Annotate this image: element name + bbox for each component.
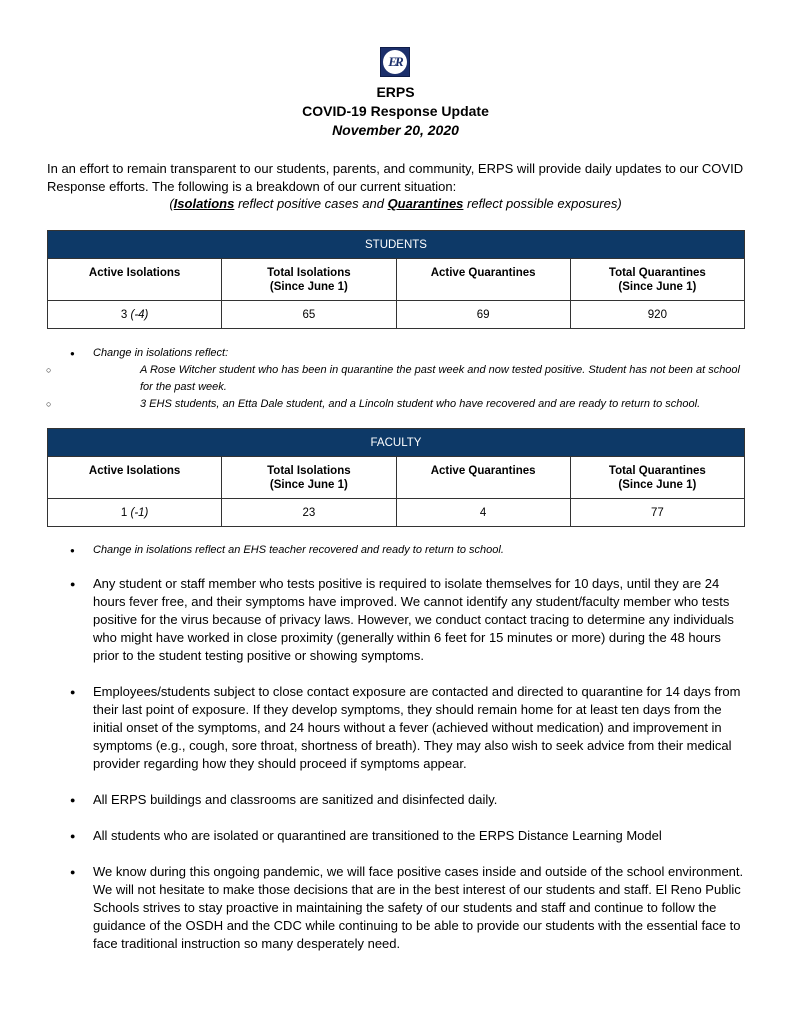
students-total-quarantines: 920 bbox=[570, 301, 744, 329]
update-date: November 20, 2020 bbox=[332, 122, 459, 138]
students-value-row bbox=[48, 301, 745, 329]
students-table bbox=[47, 230, 745, 329]
students-note-item: ○ A Rose Witcher student who has been in quarantine the past week and now tested positive. Student has not been at school for the past week. bbox=[0, 362, 750, 396]
col-header-active-isolations: Active Isolations bbox=[48, 259, 222, 301]
faculty-notes bbox=[70, 542, 504, 559]
quarantines-term: Quarantines bbox=[387, 196, 464, 211]
logo-text: ER bbox=[388, 54, 402, 69]
students-notes bbox=[70, 345, 750, 413]
note-open: ( bbox=[169, 196, 174, 211]
faculty-active-quarantines: 4 bbox=[396, 499, 570, 527]
col-header-total-quarantines: Total Quarantines (Since June 1) bbox=[570, 259, 744, 301]
col-header-active-isolations: Active Isolations bbox=[48, 457, 222, 499]
col-header-total-isolations: Total Isolations (Since June 1) bbox=[222, 457, 396, 499]
students-table-title: STUDENTS bbox=[48, 231, 745, 259]
bullet-isolation-policy: ● Any student or staff member who tests positive is required to isolate themselves for 10 days, until they are 24 hours fever free, and their symptoms have improved. We cannot identify any student/faculty member who tests positive for the virus because of privacy laws. However, we conduct contact tracing to determine any individuals who might have worked in close proximity (generally within 6 feet for 15 minutes or more) during the 48 hours prior to the student testing positive or showing symptoms. bbox=[70, 575, 750, 665]
org-name: ERPS bbox=[376, 84, 415, 100]
bullet-quarantine-policy: ● Employees/students subject to close contact exposure are contacted and directed to quarantine for 14 days from their last point of exposure. If they develop symptoms, they should remain home for at least ten days from the initial onset of the symptoms, and 24 hours without a fever (achieved without medication) and improvement in symptoms (e.g., cough, sore throat, shortness of breath). They may also wish to seek advice from their medical provider regarding how they should proceed if symptoms appear. bbox=[70, 683, 750, 773]
intro-definition-note bbox=[0, 195, 791, 213]
col-header-total-quarantines: Total Quarantines (Since June 1) bbox=[570, 457, 744, 499]
bullet-distance-learning: ● All students who are isolated or quarantined are transitioned to the ERPS Distance Learning Model bbox=[70, 827, 750, 845]
students-header-row bbox=[48, 259, 745, 301]
faculty-table bbox=[47, 428, 745, 527]
faculty-active-isolations: 1 (-1) bbox=[48, 499, 222, 527]
title-block bbox=[0, 83, 791, 140]
faculty-active-isolations-change: (-1) bbox=[130, 506, 149, 519]
logo-circle bbox=[383, 50, 407, 74]
intro-paragraph: In an effort to remain transparent to our students, parents, and community, ERPS will provide daily updates to our COVID Response efforts. The following is a breakdown of our current situation: bbox=[47, 161, 744, 194]
faculty-header-row bbox=[48, 457, 745, 499]
faculty-table-title: FACULTY bbox=[48, 429, 745, 457]
students-note-item: ○ 3 EHS students, an Etta Dale student, and a Lincoln student who have recovered and are ready to return to school. bbox=[0, 396, 750, 413]
faculty-total-quarantines: 77 bbox=[570, 499, 744, 527]
students-active-isolations: 3 (-4) bbox=[48, 301, 222, 329]
students-active-isolations-change: (-4) bbox=[130, 308, 149, 321]
students-active-quarantines: 69 bbox=[396, 301, 570, 329]
students-note-lead: ● Change in isolations reflect: bbox=[70, 345, 750, 362]
col-header-total-isolations: Total Isolations (Since June 1) bbox=[222, 259, 396, 301]
faculty-total-isolations: 23 bbox=[222, 499, 396, 527]
note-mid: reflect positive cases and bbox=[234, 196, 388, 211]
page-title: COVID-19 Response Update bbox=[302, 103, 489, 119]
faculty-value-row bbox=[48, 499, 745, 527]
isolations-term: Isolations bbox=[173, 196, 235, 211]
note-end: reflect possible exposures) bbox=[463, 196, 622, 211]
bullet-sanitization: ● All ERPS buildings and classrooms are sanitized and disinfected daily. bbox=[70, 791, 750, 809]
bullet-commitment: ● We know during this ongoing pandemic, we will face positive cases inside and outside of the school environment. We will not hesitate to make those decisions that are in the best interest of our students and staff. El Reno Public Schools strives to stay proactive in maintaining the safety of our students and staff and continue to follow the guidance of the OSDH and the CDC while continuing to be able to provide our students with the essential face to face traditional instruction so many desperately need. bbox=[70, 863, 750, 953]
erps-logo-icon bbox=[380, 47, 410, 77]
students-total-isolations: 65 bbox=[222, 301, 396, 329]
col-header-active-quarantines: Active Quarantines bbox=[396, 259, 570, 301]
faculty-note-lead: ● Change in isolations reflect an EHS teacher recovered and ready to return to school. bbox=[70, 542, 504, 559]
policy-bullets bbox=[70, 575, 750, 971]
col-header-active-quarantines: Active Quarantines bbox=[396, 457, 570, 499]
